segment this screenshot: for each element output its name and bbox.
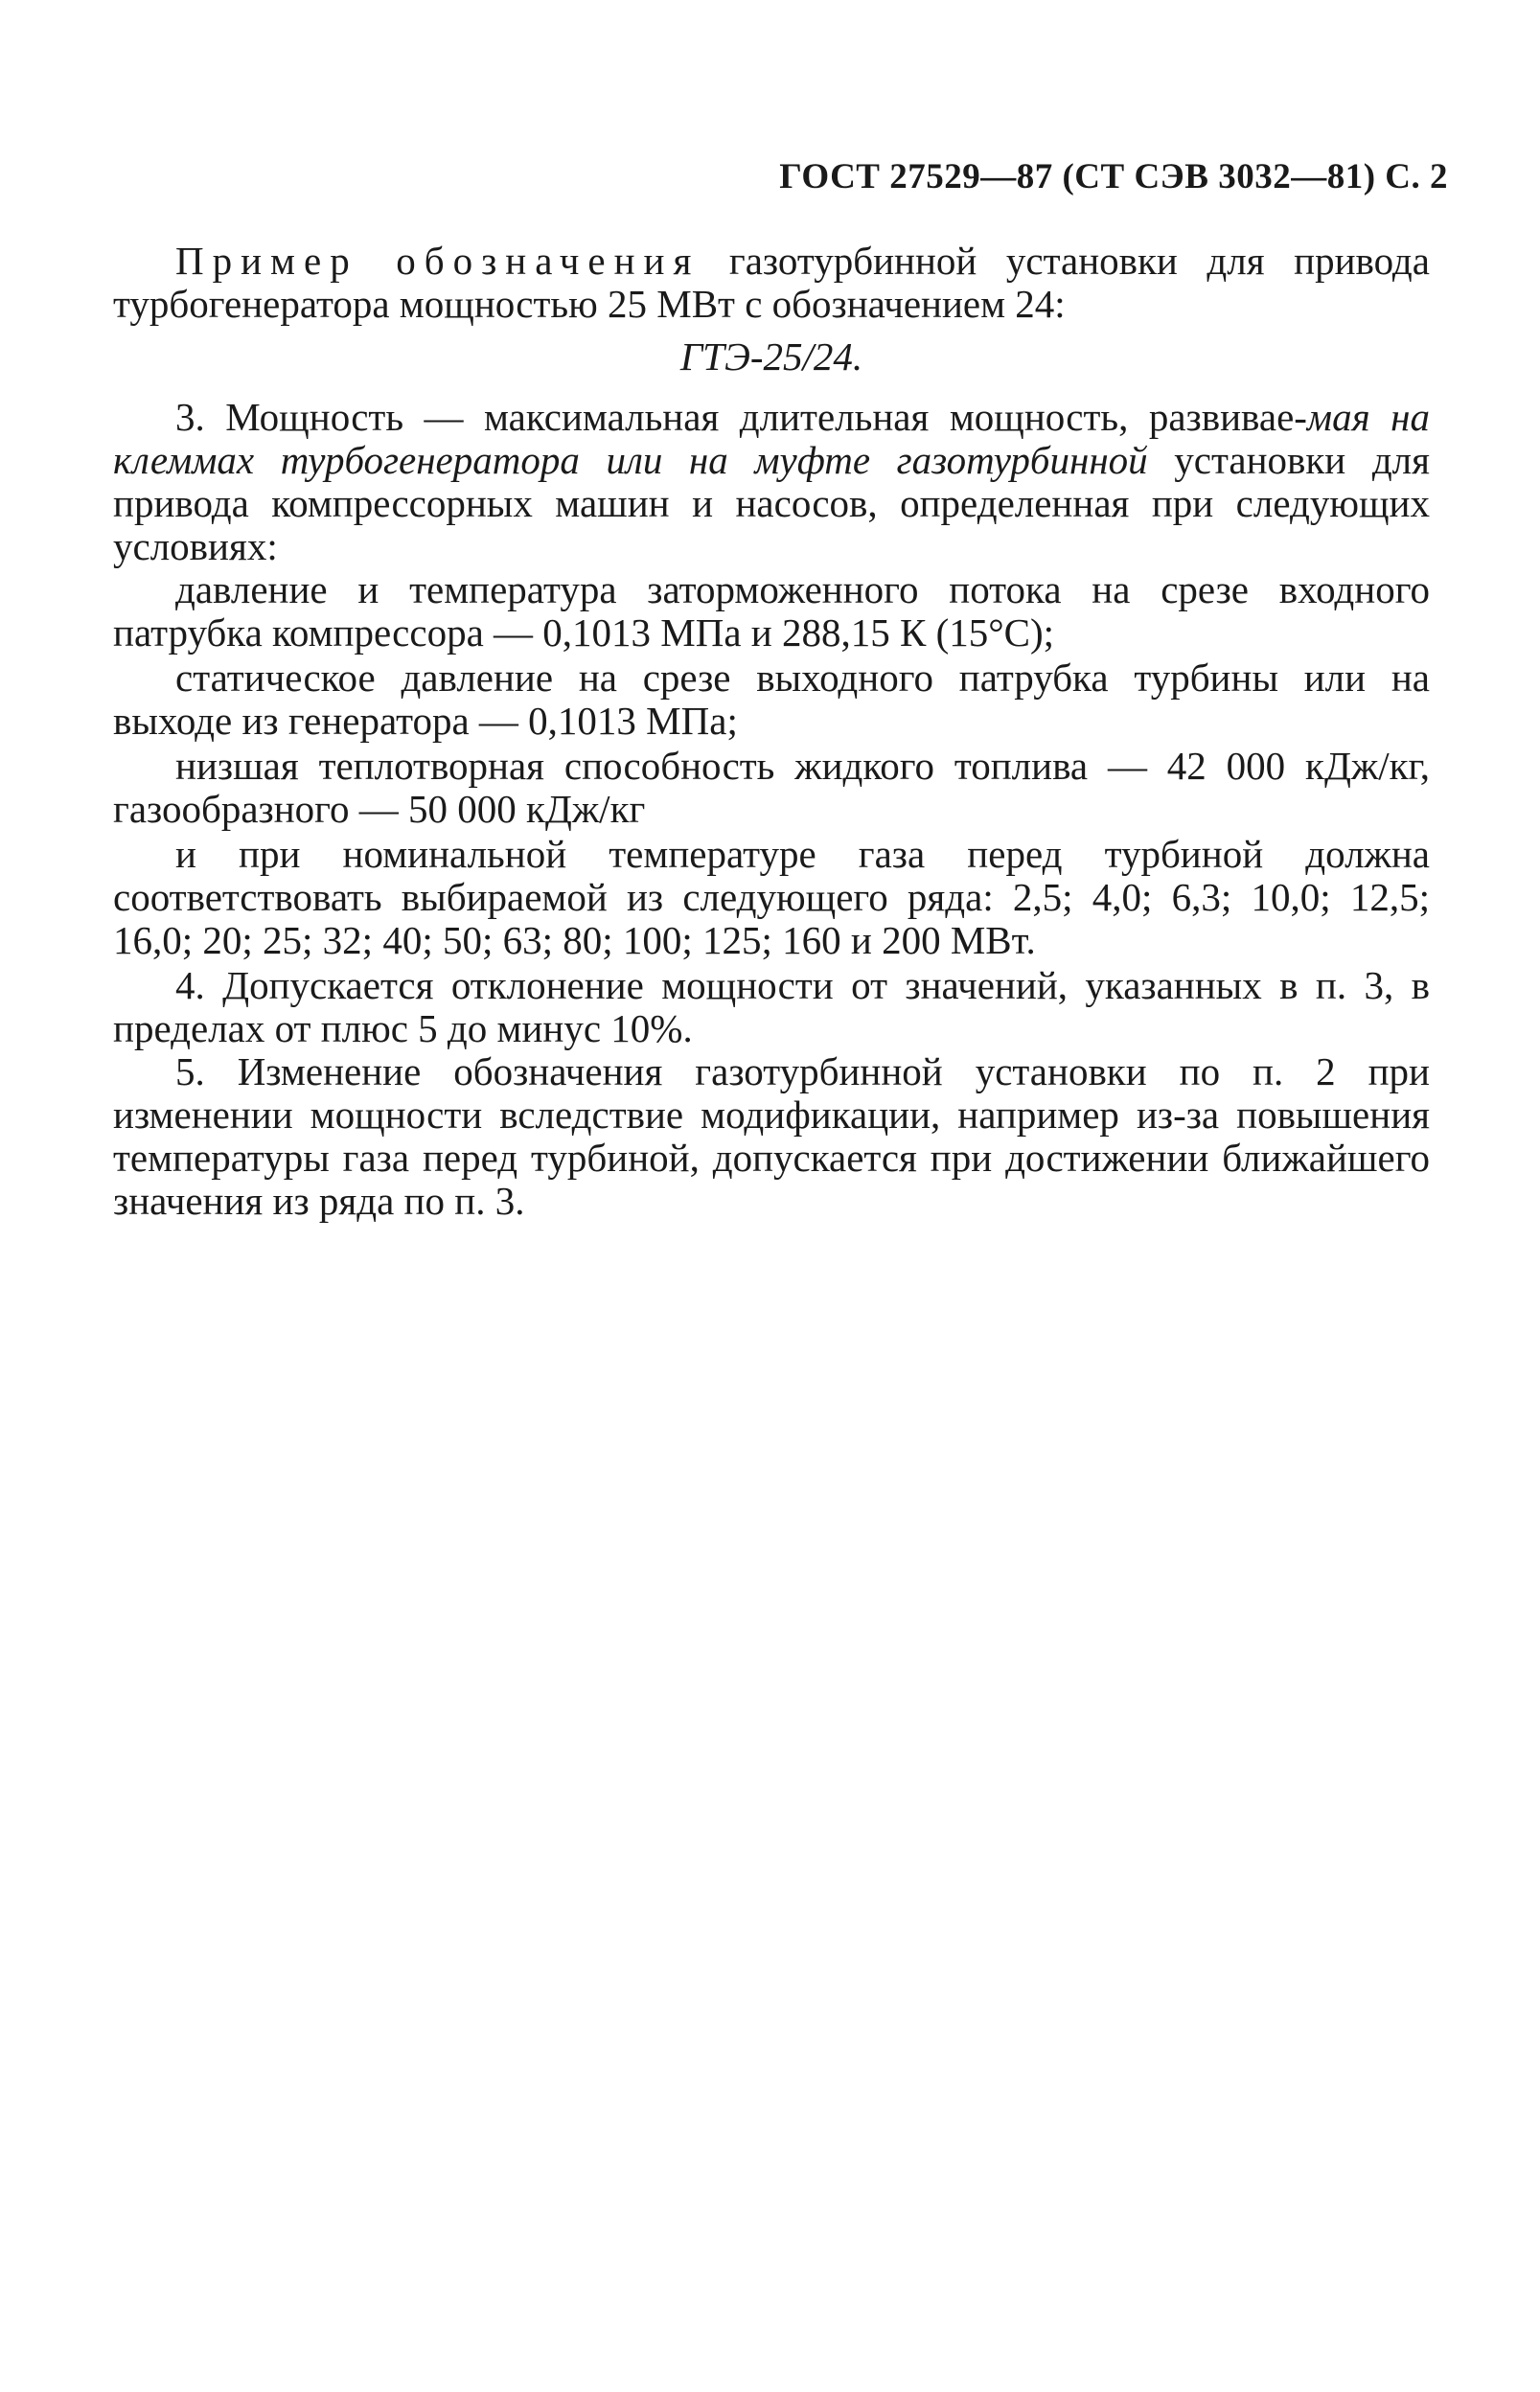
section-4: 4. Допускается отклонение мощности от значений, указанных в п. 3, в пределах от плюс 5 до минус 10%. [113, 963, 1430, 1050]
section-3-italic: мая на клеммах турбогенератора или на муфте газотурбинной [113, 395, 1430, 482]
section-3-lead: 3. Мощность — максимальная длительная мощность, развивае- [175, 395, 1307, 439]
condition-item: и при номинальной температуре газа перед турбиной должна соответствовать выбираемой из следующего ряда: 2,5; 4,0; 6,3; 10,0; 12,5; 16,0; 20; 25; 32; 40; 50; 63; 80; 100; 125; 160 и 200 МВт. [113, 832, 1430, 962]
condition-item: давление и температура заторможенного потока на срезе входного патрубка компрессора — 0,1013 МПа и 288,15 К (15°С); [113, 567, 1430, 655]
condition-item: статическое давление на срезе выходного патрубка турбины или на выходе из генератора — 0,1013 МПа; [113, 656, 1430, 743]
section-5: 5. Изменение обозначения газотурбинной установки по п. 2 при изменении мощности вследствие модификации, например из-за повышения температуры газа перед турбиной, допускается при достижении ближайшего значения из ряда по п. 3. [113, 1049, 1430, 1223]
condition-item: низшая теплотворная способность жидкого топлива — 42 000 кДж/кг, газообразного — 50 000 кДж/кг [113, 744, 1430, 831]
example-text: газотурбинной установки для привода турбогенератора мощностью 25 МВт с обозначением 24: [113, 239, 1430, 326]
example-label: Пример обозначения [175, 239, 701, 283]
section-3 [113, 396, 1430, 568]
example-designation: ГТЭ-25/24. [679, 334, 863, 379]
document-body [113, 240, 1430, 1223]
example-paragraph [113, 240, 1430, 326]
section-3-rest: установки для привода компрессорных машин и насосов, определенная при следующих условиях: [113, 438, 1431, 568]
page-header: ГОСТ 27529—87 (СТ СЭВ 3032—81) С. 2 [779, 157, 1448, 196]
